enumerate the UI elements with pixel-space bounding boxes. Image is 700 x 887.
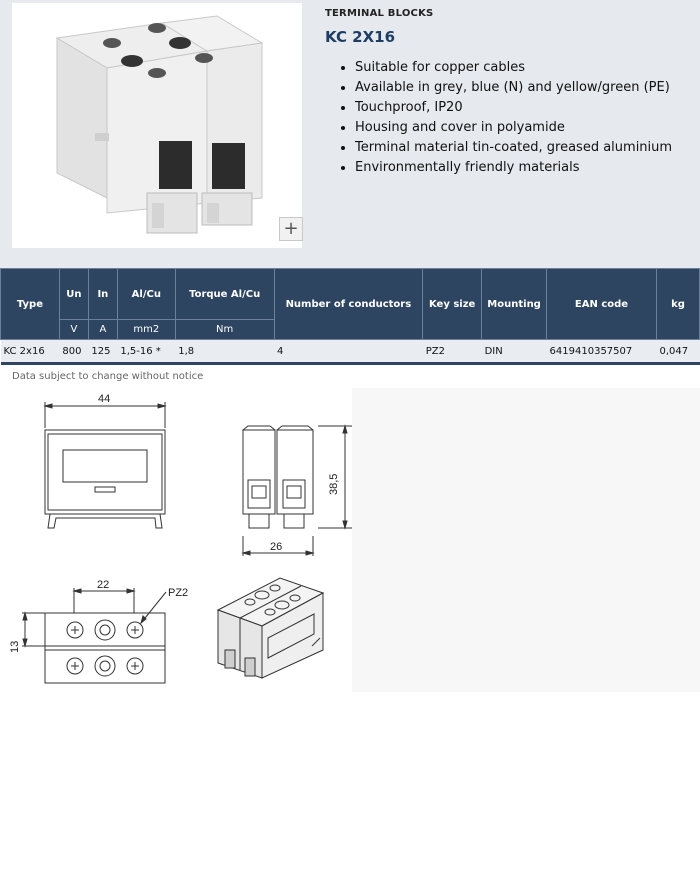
header-conductors: Number of conductors	[274, 269, 423, 340]
cell-conductors: 4	[274, 340, 423, 364]
unit-volt: V	[59, 320, 88, 340]
cell-mounting: DIN	[482, 340, 547, 364]
disclaimer-note: Data subject to change without notice	[12, 371, 204, 382]
header-key-size: Key size	[423, 269, 482, 340]
dim-height-label: 38,5	[328, 473, 340, 495]
cell-torque: 1,8	[175, 340, 274, 364]
spec-table	[0, 268, 700, 365]
dim-width-label: 44	[98, 393, 111, 405]
header-mounting: Mounting	[482, 269, 547, 340]
header-type: Type	[1, 269, 60, 340]
cell-type: KC 2x16	[1, 340, 60, 364]
header-ean: EAN code	[547, 269, 657, 340]
product-photo[interactable]	[12, 3, 302, 248]
feature-item: • Touchproof, IP20	[355, 98, 672, 118]
cell-alcu: 1,5-16 *	[117, 340, 175, 364]
feature-item: • Available in grey, blue (N) and yellow/green (PE)	[355, 78, 672, 98]
technical-drawing	[0, 388, 352, 692]
header-torque: Torque Al/Cu	[175, 269, 274, 320]
dim-depth-label: 26	[270, 541, 283, 553]
front-view	[45, 393, 165, 528]
cell-key-size: PZ2	[423, 340, 482, 364]
header-kg: kg	[656, 269, 699, 340]
isometric-view	[218, 578, 323, 678]
dim-spacing-label: 22	[97, 579, 110, 591]
dim-side-label: 13	[9, 640, 21, 653]
feature-list	[338, 58, 672, 178]
product-title: KC 2X16	[325, 28, 396, 46]
feature-item: • Housing and cover in polyamide	[355, 118, 672, 138]
unit-mm2: mm2	[117, 320, 175, 340]
screw-type-label: PZ2	[168, 587, 189, 599]
header-un: Un	[59, 269, 88, 320]
feature-item: • Environmentally friendly materials	[355, 158, 672, 178]
product-header-area	[0, 0, 700, 268]
header-in: In	[88, 269, 117, 320]
plus-icon: +	[283, 218, 299, 239]
feature-item: • Terminal material tin-coated, greased aluminium	[355, 138, 672, 158]
table-row	[1, 340, 700, 364]
terminal-block-photo	[12, 3, 302, 248]
cell-in: 125	[88, 340, 117, 364]
unit-nm: Nm	[175, 320, 274, 340]
feature-item: • Suitable for copper cables	[355, 58, 672, 78]
product-category: TERMINAL BLOCKS	[325, 8, 434, 19]
zoom-button[interactable]	[279, 217, 303, 241]
side-view	[243, 426, 352, 556]
blank-area	[352, 388, 700, 692]
dimension-drawing	[0, 388, 352, 692]
top-view	[9, 579, 188, 683]
cell-ean: 6419410357507	[547, 340, 657, 364]
cell-un: 800	[59, 340, 88, 364]
cell-kg: 0,047	[656, 340, 699, 364]
unit-amp: A	[88, 320, 117, 340]
header-alcu: Al/Cu	[117, 269, 175, 320]
